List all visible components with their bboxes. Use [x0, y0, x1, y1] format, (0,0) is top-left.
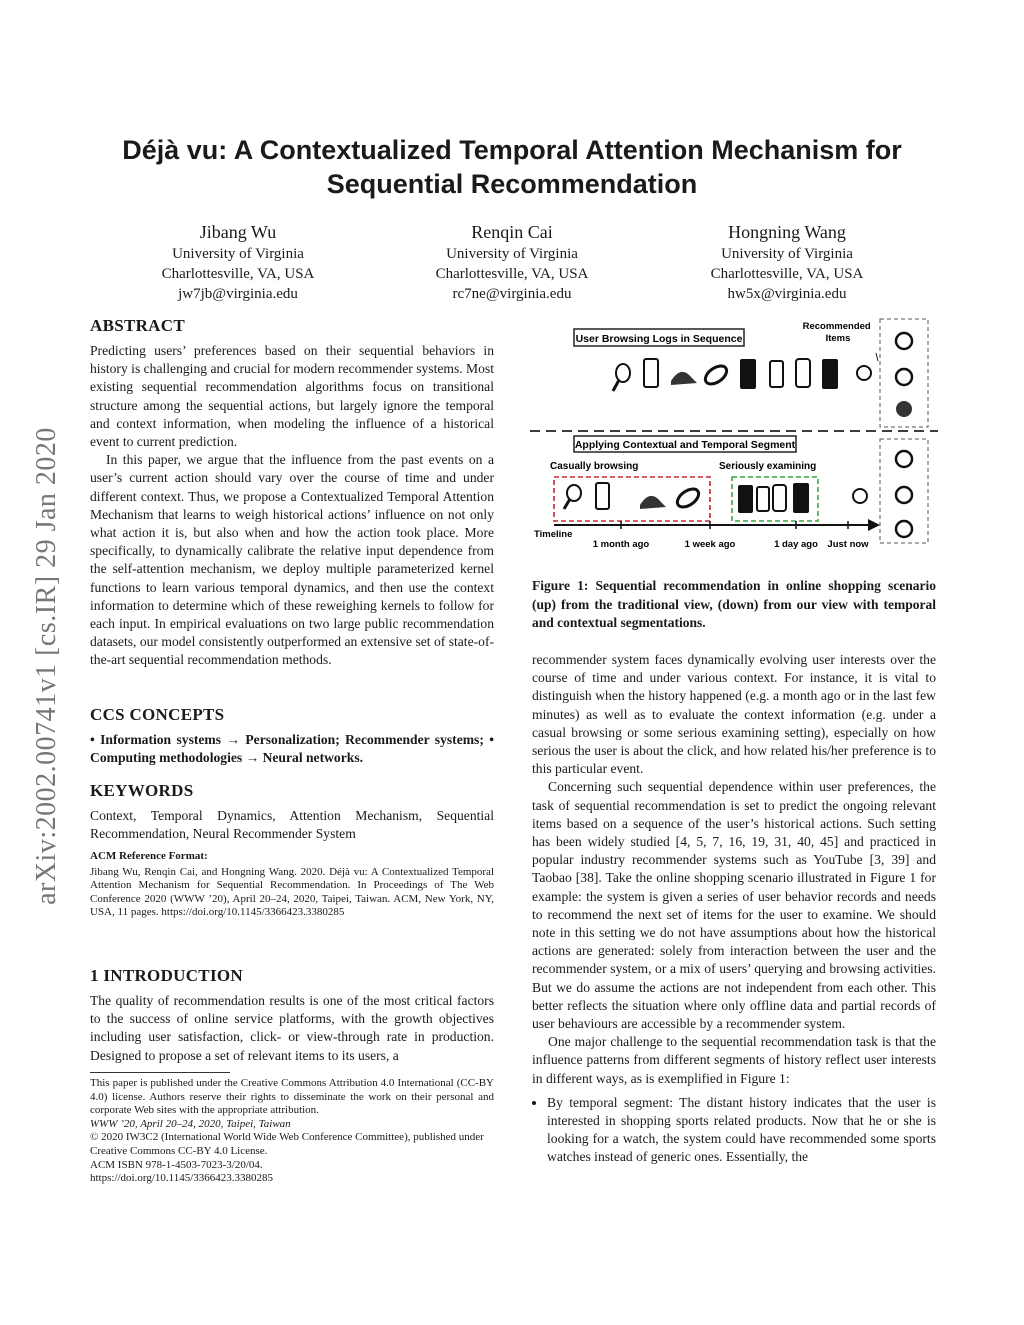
tick-label: Just now: [827, 539, 869, 550]
ccs-heading: CCS CONCEPTS: [90, 705, 225, 724]
top-label: User Browsing Logs in Sequence: [575, 333, 743, 345]
ccs-text: • Information systems → Personalization; Recommender systems; • Computing methodologies → Neural networks.: [90, 732, 494, 766]
phone-icon: [773, 485, 786, 511]
recommended-watches-bottom: [896, 451, 912, 537]
phone-icon: [644, 359, 658, 387]
keywords-heading: KEYWORDS: [90, 781, 194, 800]
watch-icon: [896, 521, 912, 537]
body-paragraph: recommender system faces dynamically evolving user interests over the course of time and under various context. For instance, it is vital to distinguish when the history happened (e.g. a month ago or in the last few minutes) as well as to evaluate the context information (e.g. under a casual browsing or some serious examining setting), especially on how serious the user is about the click, and how related his/her preference is to this particular event.: [532, 652, 936, 777]
author-email[interactable]: jw7jb@virginia.edu: [178, 286, 298, 302]
author-affiliation: University of Virginia: [721, 246, 853, 262]
bottom-label: Applying Contextual and Temporal Segment: [574, 439, 796, 451]
author-block: [657, 220, 917, 304]
figure-caption: Figure 1: Sequential recommendation in online shopping scenario (up) from the traditional view, (down) from our view with temporal and contextual segmentations.: [532, 578, 936, 630]
recommend-arrow: [876, 353, 878, 361]
recommended-label: [803, 321, 874, 344]
serious-label: Seriously examining: [719, 461, 817, 472]
recommended-watches: [896, 333, 912, 417]
author-email[interactable]: hw5x@virginia.edu: [727, 286, 847, 302]
recommended-line: Items: [825, 333, 851, 344]
recommended-line: Recommended: [802, 321, 871, 332]
author-block: [108, 220, 368, 304]
footnote-venue: WWW ’20, April 20–24, 2020, Taipei, Taiwan: [90, 1117, 291, 1130]
author-name: Renqin Cai: [471, 222, 553, 242]
author-affiliation: University of Virginia: [172, 246, 304, 262]
racket-icon: [613, 364, 630, 391]
author-location: Charlottesville, VA, USA: [435, 266, 589, 282]
watch-icon: [896, 487, 912, 503]
watch-icon: [896, 333, 912, 349]
intro-section: [90, 966, 494, 1065]
phone-icon: [793, 483, 809, 513]
body-paragraph: Concerning such sequential dependence within user preferences, the task of sequential recommendation is set to predict the ongoing relevant items based on a sequence of the user’s historical actions. Such setting has been widely studied [4, 5, 7, 16, 19, 31, 40, 45] and practiced in popular industry recommender systems such as YouTube [3, 39] and Taobao [38]. Take the online shopping scenario illustrated in Figure 1 for example: the system is given a series of user behavior records and needs to recommend the next set of items for the user to examine. We should note in this setting we do not have assumptions about how the historical actions are generated: solely from interaction between the user and the recommender system, or a mix of users’ querying and browsing activities. But we do assume the actions are not independent from each other. This better reflects the situation where only offline data and partial records of user behaviours are accessible by a recommender system.: [532, 779, 936, 1032]
phone-icon: [596, 483, 609, 509]
bottom-sequence: [564, 483, 867, 513]
phone-icon: [770, 361, 783, 387]
phone-icon: [738, 485, 753, 513]
footnote-isbn: ACM ISBN 978-1-4503-7023-3/20/04.: [90, 1158, 263, 1171]
phone-icon: [757, 487, 769, 511]
tick-label: 1 day ago: [774, 539, 818, 550]
footnote-doi[interactable]: https://doi.org/10.1145/3366423.3380285: [90, 1172, 274, 1185]
tick-label: 1 week ago: [684, 539, 736, 550]
footnote-copyright: © 2020 IW3C2 (International World Wide Web Conference Committee), published under Creative Commons CC-BY 4.0 License.: [90, 1131, 484, 1157]
figure-1: [528, 315, 938, 577]
acm-reference: [90, 850, 494, 920]
shoe-icon: [671, 372, 697, 385]
author-location: Charlottesville, VA, USA: [710, 266, 864, 282]
abstract-paragraph: Predicting users’ preferences based on their sequential behaviors in history is challenging and crucial for modern recommender systems. Most existing sequential recommendation algorithms focus on transitional structure among the sequential actions, but largely ignore the temporal and context information, when modeling the influence of a historical event to current prediction.: [90, 343, 494, 450]
footnote-rule: [90, 1072, 230, 1073]
abstract-paragraph: In this paper, we argue that the influence from the past events on a user’s current action should vary over the course of time and under different context. Thus, we propose a Contextualized Temporal Attention Mechanism that learns to weigh historical actions’ influence on not only what action it is, but also when and how the action took place. More specifically, to dynamically calibrate the relative input dependence from the self-attention mechanism, we deploy multiple parameterized kernel functions to learn various temporal dynamics, and then use the context information to determine which of these reweighing kernels to follow for each input. In empirical evaluations on two large public recommendation datasets, our model consistently outperformed an extensive set of state-of-the-art sequential recommendation methods.: [90, 452, 494, 668]
recommended-box: [880, 439, 928, 543]
phone-icon: [740, 359, 756, 389]
intro-continued: [532, 651, 936, 1167]
author-name: Hongning Wang: [728, 222, 846, 242]
top-sequence: [613, 359, 871, 391]
watch-icon: [896, 451, 912, 467]
keywords-text: Context, Temporal Dynamics, Attention Mechanism, Sequential Recommendation, Neural Recommender System: [90, 808, 494, 842]
band-icon: [674, 485, 702, 510]
casual-label: Casually browsing: [550, 461, 639, 472]
watch-icon: [853, 489, 867, 503]
keywords-section: [90, 781, 494, 843]
band-icon: [702, 362, 730, 387]
phone-icon: [796, 359, 810, 387]
watch-icon: [896, 369, 912, 385]
ccs-section: [90, 705, 494, 767]
watch-icon: [857, 366, 871, 380]
author-affiliation: University of Virginia: [446, 246, 578, 262]
phone-icon: [822, 359, 838, 389]
arxiv-stamp: arXiv:2002.00741v1 [cs.IR] 29 Jan 2020: [31, 427, 62, 905]
author-block: [382, 220, 642, 304]
paper-title: Déjà vu: A Contextualized Temporal Attention Mechanism for Sequential Recommendation: [122, 135, 902, 199]
author-name: Jibang Wu: [199, 222, 277, 242]
intro-paragraph: The quality of recommendation results is one of the most critical factors to the success of online service platforms, with the growth objectives including user satisfaction, click- or view-through rate in production. Designed to propose a set of relevant items to its users, a: [90, 993, 494, 1063]
tick-label: 1 month ago: [592, 539, 650, 550]
footnote-license: This paper is published under the Creative Commons Attribution 4.0 International (CC-BY 4.0) license. Authors reserve their rights to disseminate the work on their personal and corporate Web sites with the appropriate attribution.: [90, 1077, 494, 1117]
abstract-heading: ABSTRACT: [90, 316, 185, 335]
author-email[interactable]: rc7ne@virginia.edu: [452, 286, 572, 302]
body-paragraph: One major challenge to the sequential recommendation task is that the influence patterns from different segments of history reflect user interests in different ways, as is exemplified in Figure 1:: [532, 1034, 936, 1086]
shoe-icon: [640, 496, 666, 509]
abstract-section: [90, 316, 494, 670]
acm-ref-heading: ACM Reference Format:: [90, 850, 208, 862]
author-location: Charlottesville, VA, USA: [161, 266, 315, 282]
timeline-label: Timeline: [534, 529, 573, 540]
footnote: [90, 1077, 494, 1186]
intro-heading: 1 INTRODUCTION: [90, 966, 243, 985]
acm-ref-text: Jibang Wu, Renqin Cai, and Hongning Wang. 2020. Déjà vu: A Contextualized Temporal Attention Mechanism for Sequential Recommendation. In Proceedings of The Web Conference 2020 (WWW ’20), April 20–24, 2020, Taipei, Taiwan. ACM, New York, NY, USA, 11 pages. https://doi.org/10.1145/3366423.3380285: [90, 865, 494, 919]
segment-list: [532, 1094, 936, 1167]
watch-icon: [896, 401, 912, 417]
racket-icon: [564, 485, 581, 509]
timeline-arrow: [868, 519, 880, 531]
list-item: • By temporal segment: The distant history indicates that the user is interested in shopping sports related products. Now that he or she is looking for a watch, the system could have recommended some sports watches instead of generic ones. Essentially, the: [547, 1094, 936, 1167]
